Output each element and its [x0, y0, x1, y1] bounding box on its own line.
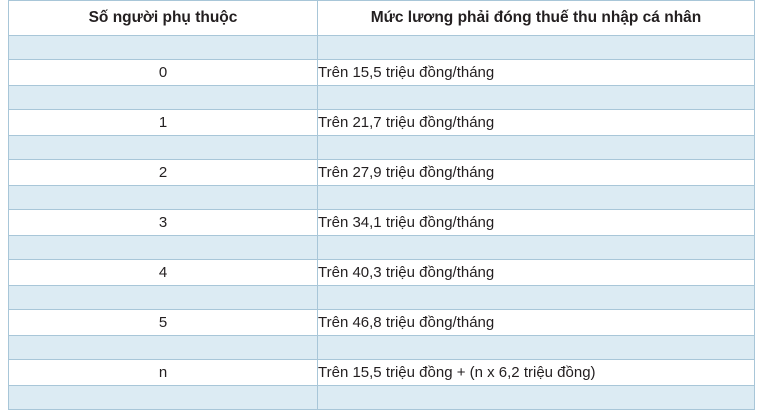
table-header [9, 1, 755, 36]
cell-amount: Trên 46,8 triệu đồng/tháng [318, 310, 755, 336]
table-row [9, 210, 755, 236]
cell-amount: Trên 15,5 triệu đồng + (n x 6,2 triệu đồng) [318, 360, 755, 386]
cell-amount: Trên 15,5 triệu đồng/tháng [318, 60, 755, 86]
table-header-row [9, 1, 755, 36]
table-band-row [9, 386, 755, 410]
table-band-row [9, 236, 755, 260]
band-cell-deps [9, 86, 318, 110]
band-cell-amount [318, 36, 755, 60]
table-band-row [9, 86, 755, 110]
table-band-row [9, 286, 755, 310]
band-cell-amount [318, 236, 755, 260]
table-band-row [9, 336, 755, 360]
band-cell-deps [9, 136, 318, 160]
band-cell-amount [318, 386, 755, 410]
cell-dependents: 1 [9, 110, 318, 136]
header-dependents: Số người phụ thuộc [9, 1, 318, 36]
cell-amount: Trên 27,9 triệu đồng/tháng [318, 160, 755, 186]
table-band-row [9, 136, 755, 160]
band-cell-amount [318, 286, 755, 310]
cell-dependents: n [9, 360, 318, 386]
cell-dependents: 5 [9, 310, 318, 336]
personal-income-tax-table [8, 0, 755, 410]
table-row [9, 310, 755, 336]
table-band-row [9, 36, 755, 60]
band-cell-deps [9, 286, 318, 310]
band-cell-deps [9, 336, 318, 360]
table-body [9, 36, 755, 410]
cell-dependents: 3 [9, 210, 318, 236]
cell-amount: Trên 21,7 triệu đồng/tháng [318, 110, 755, 136]
table-row [9, 260, 755, 286]
table-row [9, 60, 755, 86]
cell-dependents: 2 [9, 160, 318, 186]
table-band-row [9, 186, 755, 210]
cell-amount: Trên 34,1 triệu đồng/tháng [318, 210, 755, 236]
band-cell-deps [9, 186, 318, 210]
header-taxable-salary: Mức lương phải đóng thuế thu nhập cá nhân [318, 1, 755, 36]
band-cell-deps [9, 236, 318, 260]
table-row [9, 160, 755, 186]
band-cell-amount [318, 136, 755, 160]
band-cell-deps [9, 386, 318, 410]
band-cell-amount [318, 86, 755, 110]
band-cell-amount [318, 336, 755, 360]
cell-amount: Trên 40,3 triệu đồng/tháng [318, 260, 755, 286]
cell-dependents: 4 [9, 260, 318, 286]
table-row [9, 110, 755, 136]
band-cell-deps [9, 36, 318, 60]
cell-dependents: 0 [9, 60, 318, 86]
table-row [9, 360, 755, 386]
band-cell-amount [318, 186, 755, 210]
